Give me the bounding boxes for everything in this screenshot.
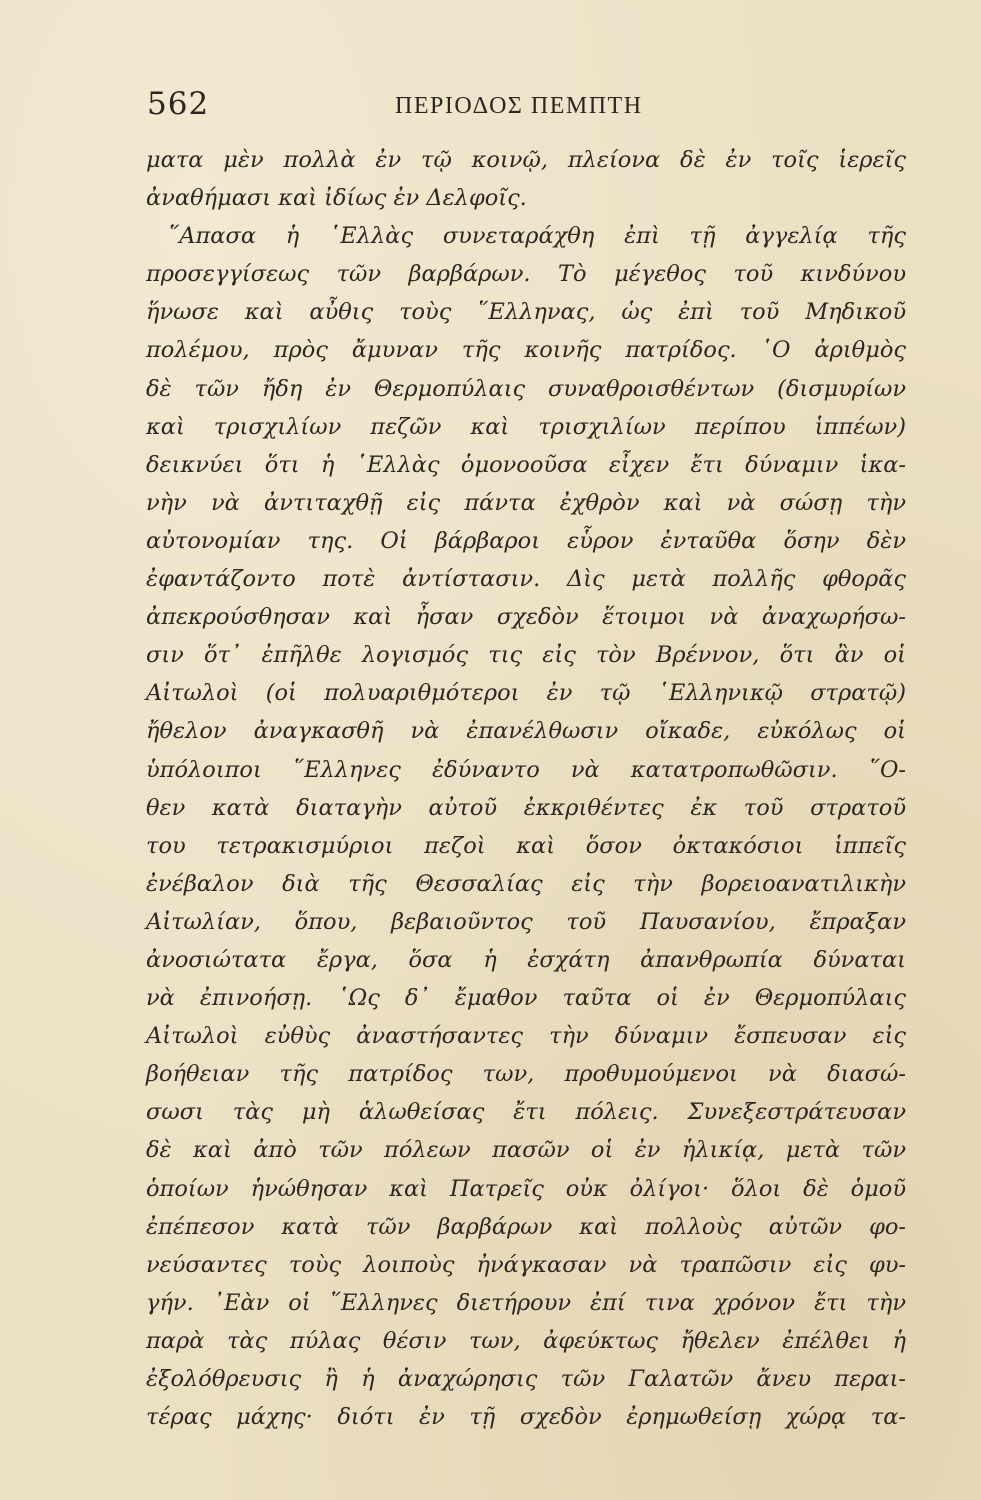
running-title: ΠΕΡΙΟΔΟΣ ΠΕΜΠΤΗ xyxy=(395,93,643,119)
text-line: ἐφαντάζοντο ποτὲ ἀντίστασιν. Δὶς μετὰ πολλῆς φθορᾶς xyxy=(146,566,906,593)
text-line: ὁποίων ἡνώθησαν καὶ Πατρεῖς οὐκ ὀλίγοι· ὅλοι δὲ ὁμοῦ xyxy=(146,1175,906,1202)
text-line: ἐπέπεσον κατὰ τῶν βαρβάρων καὶ πολλοὺς αὐτῶν φο- xyxy=(146,1213,906,1240)
text-line: νὰ ἐπινοήσῃ. ῾Ως δ᾽ ἔμαθον ταῦτα οἱ ἐν Θερμοπύλαις xyxy=(146,985,906,1012)
body-text xyxy=(146,141,906,1436)
text-line: δεικνύει ὅτι ἡ ῾Ελλὰς ὁμονοοῦσα εἶχεν ἔτι δύναμιν ἱκα- xyxy=(146,451,906,478)
text-line: του τετρακισμύριοι πεζοὶ καὶ ὅσον ὀκτακόσιοι ἱππεῖς xyxy=(146,832,906,859)
text-line: γήν. ᾽Εὰν οἱ ῞Ελληνες διετήρουν ἐπί τινα χρόνον ἔτι τὴν xyxy=(146,1289,906,1316)
text-line: ἀνοσιώτατα ἔργα, ὅσα ἡ ἐσχάτη ἀπανθρωπία δύναται xyxy=(146,946,906,973)
text-line: τέρας μάχης· διότι ἐν τῇ σχεδὸν ἐρημωθείσῃ χώρᾳ τα- xyxy=(146,1404,906,1431)
text-line: ἤθελον ἀναγκασθῆ νὰ ἐπανέλθωσιν οἴκαδε, εὐκόλως οἱ xyxy=(146,718,906,745)
running-head xyxy=(147,86,902,130)
text-line: αὐτονομίαν της. Οἱ βάρβαροι εὗρον ἐνταῦθα ὅσην δὲν xyxy=(146,527,906,554)
text-line: καὶ τρισχιλίων πεζῶν καὶ τρισχιλίων περίπου ἱππέων) xyxy=(146,413,906,440)
text-line: ματα μὲν πολλὰ ἐν τῷ κοινῷ, πλείονα δὲ ἐν τοῖς ἱερεῖς xyxy=(146,147,906,173)
text-line: ὑπόλοιποι ῞Ελληνες ἐδύναντο νὰ κατατροπωθῶσιν. ῞Ο- xyxy=(146,756,906,783)
text-line: ἐνέβαλον διὰ τῆς Θεσσαλίας εἰς τὴν βορειοανατιλικὴν xyxy=(146,870,906,897)
text-line: πολέμου, πρὸς ἄμυναν τῆς κοινῆς πατρίδος. ῾Ο ἀριθμὸς xyxy=(146,337,906,364)
text-line: νεύσαντες τοὺς λοιποὺς ἠνάγκασαν νὰ τραπῶσιν εἰς φυ- xyxy=(146,1251,906,1278)
text-line: ἥνωσε καὶ αὖθις τοὺς ῞Ελληνας, ὡς ἐπὶ τοῦ Μηδικοῦ xyxy=(146,299,906,326)
text-line: ἀπεκρούσθησαν καὶ ἦσαν σχεδὸν ἕτοιμοι νὰ ἀναχωρήσω- xyxy=(146,604,906,631)
text-line: δὲ καὶ ἀπὸ τῶν πόλεων πασῶν οἱ ἐν ἡλικίᾳ, μετὰ τῶν xyxy=(146,1137,906,1164)
text-line: ἀναθήμασι καὶ ἰδίως ἐν Δελφοῖς. xyxy=(146,185,527,212)
text-line: Αἰτωλίαν, ὅπου, βεβαιοῦντος τοῦ Παυσανίου, ἔπραξαν xyxy=(146,908,906,935)
text-line: δὲ τῶν ἤδη ἐν Θερμοπύλαις συναθροισθέντων (δισμυρίων xyxy=(146,375,906,402)
page-number: 562 xyxy=(147,86,210,122)
text-line: σωσι τὰς μὴ ἁλωθείσας ἔτι πόλεις. Συνεξεστράτευσαν xyxy=(146,1099,906,1126)
text-line: Αἰτωλοὶ εὐθὺς ἀναστήσαντες τὴν δύναμιν ἔσπευσαν εἰς xyxy=(146,1023,906,1050)
text-line: προσεγγίσεως τῶν βαρβάρων. Τὸ μέγεθος τοῦ κινδύνου xyxy=(146,261,906,288)
text-line: νὴν νὰ ἀντιταχθῇ εἰς πάντα ἐχθρὸν καὶ νὰ σώσῃ τὴν xyxy=(146,489,906,516)
text-line: ἐξολόθρευσις ἢ ἡ ἀναχώρησις τῶν Γαλατῶν ἄνευ περαι- xyxy=(146,1366,906,1392)
text-line: ῞Απασα ἡ ῾Ελλὰς συνεταράχθη ἐπὶ τῇ ἀγγελίᾳ τῆς xyxy=(168,223,906,250)
text-line: παρὰ τὰς πύλας θέσιν των, ἀφεύκτως ἤθελεν ἐπέλθει ἡ xyxy=(146,1327,906,1354)
text-line: Αἰτωλοὶ (οἱ πολυαριθμότεροι ἐν τῷ ῾Ελληνικῷ στρατῷ) xyxy=(146,680,906,707)
text-line: βοήθειαν τῆς πατρίδος των, προθυμούμενοι νὰ διασώ- xyxy=(146,1061,906,1088)
text-line: θεν κατὰ διαταγὴν αὐτοῦ ἐκκριθέντες ἐκ τοῦ στρατοῦ xyxy=(146,794,906,821)
text-line: σιν ὅτ᾽ ἐπῆλθε λογισμός τις εἰς τὸν Βρέννον, ὅτι ἂν οἱ xyxy=(146,642,906,669)
